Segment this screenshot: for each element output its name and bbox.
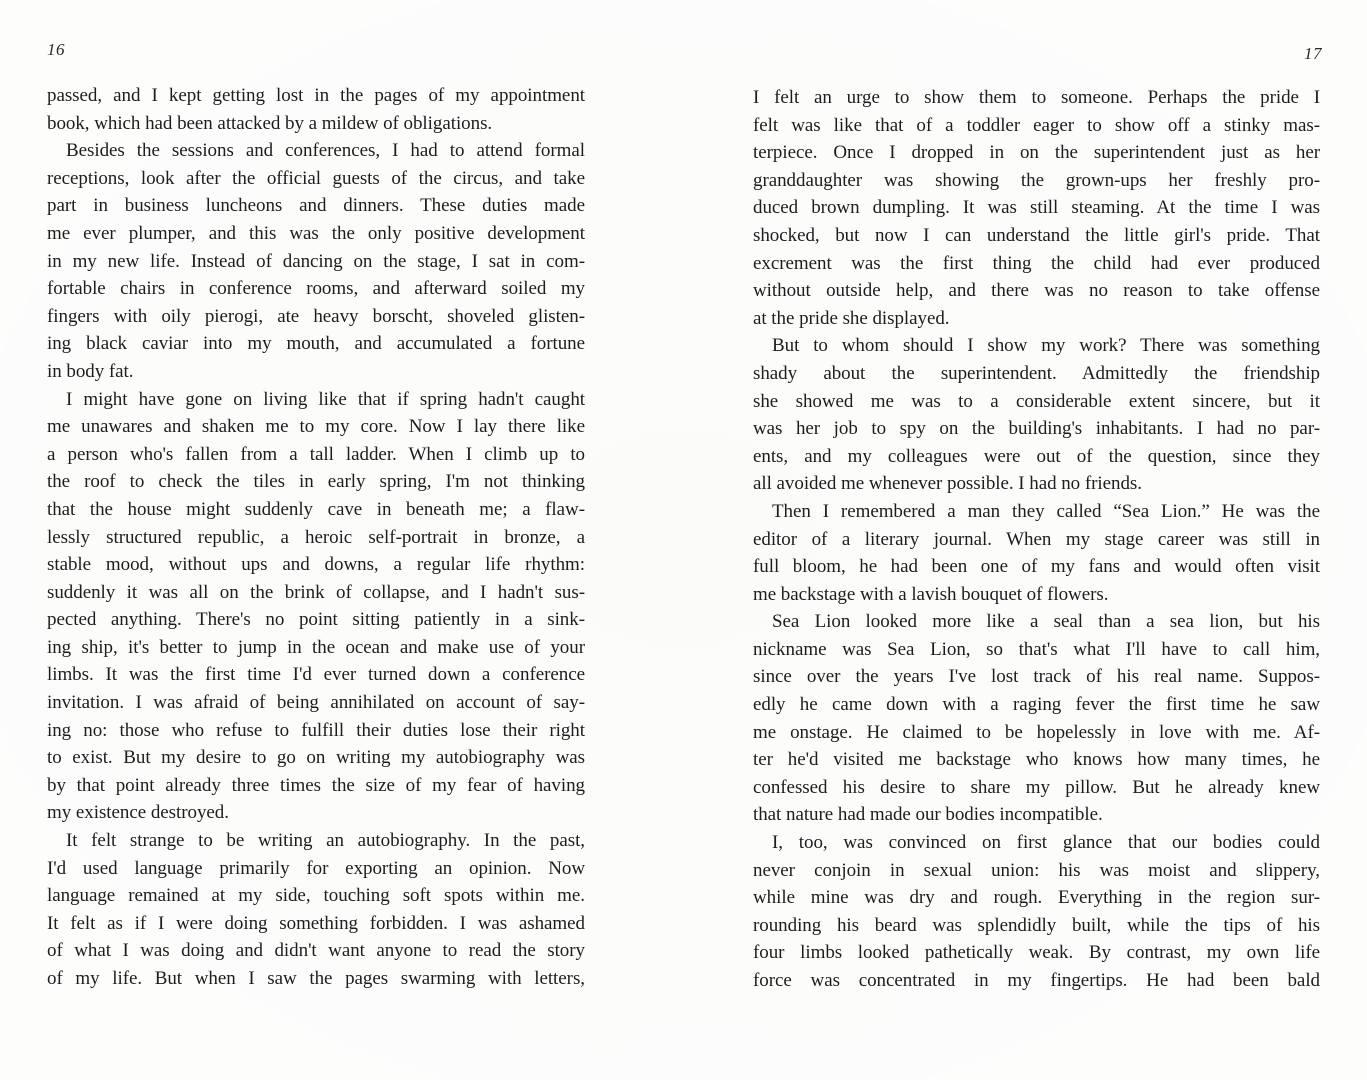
text-line: confessed his desire to share my pillow. But he already knew [753,776,1320,798]
text-line: limbs. It was the first time I'd ever turned down a conference [47,664,585,686]
text-line: rounding his beard was splendidly built, while the tips of his [753,914,1320,936]
text-line: four limbs looked pathetically weak. By contrast, my own life [753,942,1320,964]
text-line: passed, and I kept getting lost in the pages of my appointment [47,85,585,106]
text-line: that nature had made our bodies incompatible. [753,804,1103,826]
text-line: without outside help, and there was no reason to take offense [753,280,1320,302]
text-line: ents, and my colleagues were out of the question, since they [753,445,1320,467]
text-line: full bloom, he had been one of my fans and would often visit [753,556,1320,578]
text-line: part in business luncheons and dinners. These duties made [47,195,585,217]
text-line: all avoided me whenever possible. I had no friends. [753,473,1142,495]
text-line: that the house might suddenly cave in beneath me; a flaw- [47,498,585,520]
text-line: ing black caviar into my mouth, and accumulated a fortune [47,333,585,355]
text-line: she showed me was to a considerable extent sincere, but it [753,390,1320,412]
text-line: But to whom should I show my work? There was something [772,335,1320,357]
text-line: by that point already three times the size of my fear of having [47,774,585,796]
page-number-left: 16 [47,40,65,59]
text-line: receptions, look after the official guests of the circus, and take [47,167,585,189]
text-line: fingers with oily pierogi, ate heavy borscht, shoveled glisten- [47,305,585,327]
text-line: pected anything. There's no point sitting patiently in a sink- [47,609,585,631]
text-line: editor of a literary journal. When my stage career was still in [753,528,1320,550]
text-line: me onstage. He claimed to be hopelessly in love with me. Af- [753,721,1320,743]
text-line: I, too, was convinced on first glance that our bodies could [772,832,1320,854]
text-line: Sea Lion looked more like a seal than a sea lion, but his [772,611,1320,633]
text-line: book, which had been attacked by a mildew of obligations. [47,112,493,134]
text-line: shady about the superintendent. Admittedly the friendship [753,362,1320,384]
text-line: me ever plumper, and this was the only positive development [47,222,585,244]
text-line: was her job to spy on the building's inhabitants. I had no par- [753,418,1320,440]
page-number-right: 17 [1304,44,1322,63]
text-line: granddaughter was showing the grown-ups her freshly pro- [753,169,1320,191]
text-line: in my new life. Instead of dancing on the stage, I sat in com- [47,250,585,272]
text-line: terpiece. Once I dropped in on the superintendent just as her [753,142,1320,164]
text-line: a person who's fallen from a tall ladder. When I climb up to [47,443,585,465]
text-line: Besides the sessions and conferences, I had to attend formal [66,140,585,162]
text-line: me backstage with a lavish bouquet of flowers. [753,583,1109,605]
text-line: It felt strange to be writing an autobiography. In the past, [66,830,585,852]
text-line: stable mood, without ups and downs, a regular life rhythm: [47,554,585,576]
text-line: force was concentrated in my fingertips. He had been bald [753,970,1320,991]
text-line: at the pride she displayed. [753,307,950,329]
text-line: since over the years I've lost track of his real name. Suppos- [753,666,1320,688]
text-line: fortable chairs in conference rooms, and afterward soiled my [47,278,585,300]
text-line: my existence destroyed. [47,802,229,824]
text-line: I might have gone on living like that if spring hadn't caught [66,388,585,410]
text-line: invitation. I was afraid of being annihilated on account of say- [47,692,585,714]
text-line: edly he came down with a raging fever the first time he saw [753,694,1320,716]
text-line: language remained at my side, touching soft spots within me. [47,885,585,907]
text-line: I'd used language primarily for exporting an opinion. Now [47,857,585,879]
page-right-text-column [753,84,1320,995]
text-line: ter he'd visited me backstage who knows how many times, he [753,749,1320,771]
text-line: It felt as if I were doing something forbidden. I was ashamed [47,912,585,934]
text-line: excrement was the first thing the child had ever produced [753,252,1320,274]
text-line: the roof to check the tiles in early spring, I'm not thinking [47,471,585,493]
text-line: of what I was doing and didn't want anyone to read the story [47,940,585,962]
text-line: shocked, but now I can understand the little girl's pride. That [753,224,1320,246]
text-line: never conjoin in sexual union: his was moist and slippery, [753,859,1320,881]
text-line: felt was like that of a toddler eager to show off a stinky mas- [753,114,1320,136]
text-line: ing no: those who refuse to fulfill their duties lose their right [47,719,585,741]
text-line: duced brown dumpling. It was still steaming. At the time I was [753,197,1320,219]
page-left-text-column [47,82,585,993]
text-line: suddenly it was all on the brink of collapse, and I hadn't sus- [47,581,585,603]
text-line: me unawares and shaken me to my core. Now I lay there like [47,416,585,438]
text-line: Then I remembered a man they called “Sea Lion.” He was the [772,500,1320,522]
text-line: nickname was Sea Lion, so that's what I'll have to call him, [753,638,1320,660]
text-line: in body fat. [47,360,134,382]
text-line: lessly structured republic, a heroic self-portrait in bronze, a [47,526,585,548]
text-line: to exist. But my desire to go on writing my autobiography was [47,747,585,769]
text-line: while mine was dry and rough. Everything in the region sur- [753,887,1320,909]
text-line: of my life. But when I saw the pages swarming with letters, [47,968,585,989]
text-line: ing ship, it's better to jump in the ocean and make use of your [47,636,585,658]
text-line: I felt an urge to show them to someone. Perhaps the pride I [753,87,1320,108]
